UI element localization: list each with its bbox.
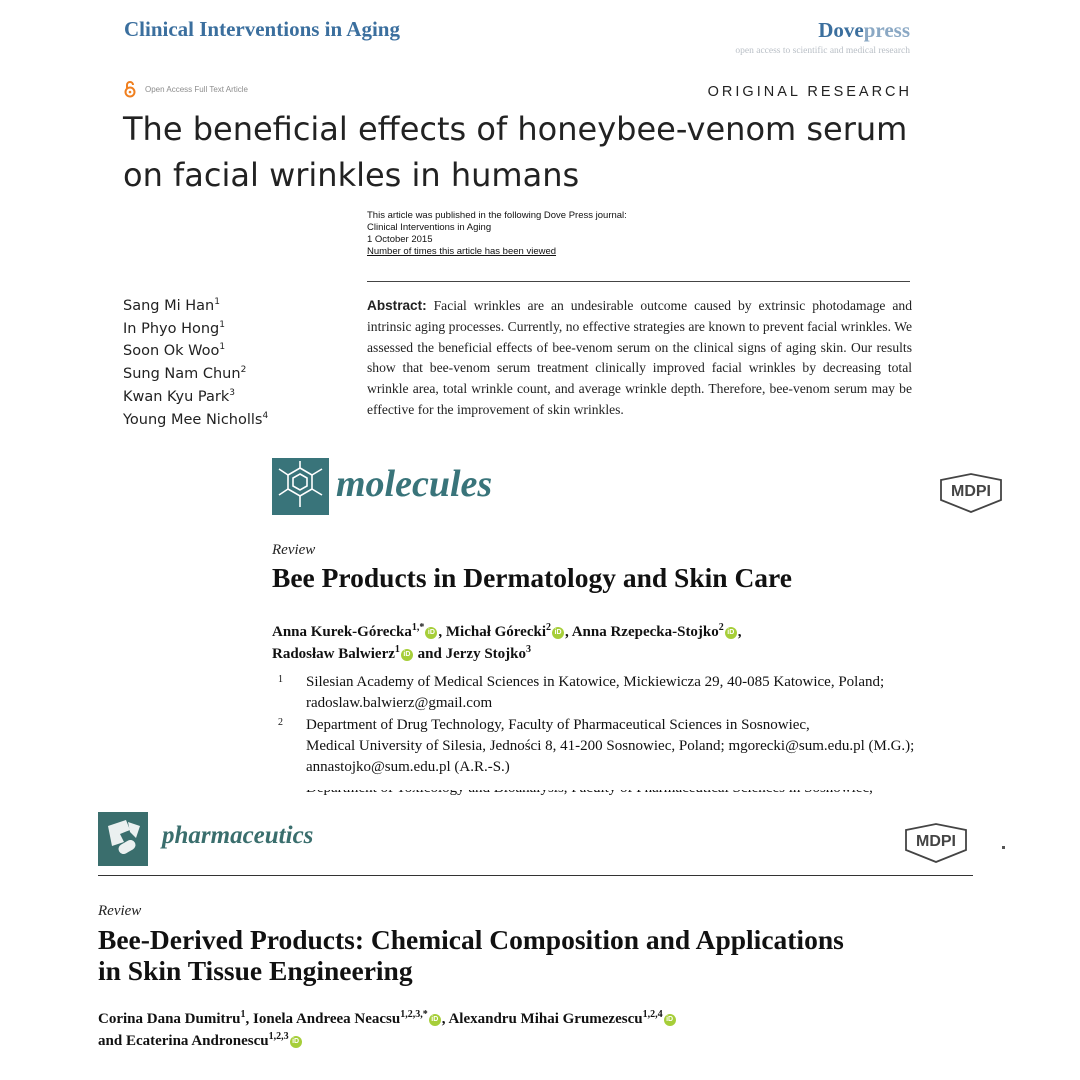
pub-date: 1 October 2015	[367, 234, 433, 245]
author	[123, 363, 268, 386]
abstract-label: Abstract:	[367, 298, 427, 313]
views-link[interactable]: Number of times this article has been viewed	[367, 246, 557, 257]
journal-name: pharmaceutics	[162, 822, 314, 849]
orcid-icon[interactable]: iD	[429, 1014, 441, 1026]
molecule-structure-icon	[272, 458, 329, 515]
author-separator: ,	[441, 1011, 449, 1027]
author-affiliation-mark: 1	[219, 342, 226, 353]
author-name[interactable]: Alexandru Mihai Grumezescu	[448, 1011, 643, 1027]
journal-name: Clinical Interventions in Aging	[124, 17, 400, 41]
orcid-icon[interactable]: iD	[664, 1014, 676, 1026]
author-affiliation-mark: 1	[240, 1009, 246, 1020]
orcid-icon[interactable]: iD	[290, 1036, 302, 1048]
divider	[367, 281, 910, 282]
author-name: Sung Nam Chun	[123, 366, 241, 383]
author-name[interactable]: Radosław Balwierz	[272, 646, 395, 662]
affiliation-line: radoslaw.balwierz@gmail.com	[306, 695, 493, 712]
article-type: ORIGINAL RESEARCH	[707, 84, 912, 100]
author-separator: ,	[438, 624, 446, 640]
author-list	[272, 621, 912, 665]
affiliation-line: Medical University of Silesia, Jedności 8, 41-200 Sosnowiec, Poland; mgorecki@sum.edu.pl (M.G.);	[306, 737, 915, 754]
article-title	[123, 106, 923, 198]
author-separator: ,	[245, 1011, 254, 1027]
author-name[interactable]: Anna Rzepecka-Stojko	[571, 624, 719, 640]
page-break	[0, 776, 1080, 790]
author-affiliation-mark: 1,*	[411, 622, 425, 633]
author	[123, 295, 268, 318]
mdpi-logo-text: MDPI	[951, 483, 991, 500]
orcid-icon[interactable]: iD	[725, 627, 737, 639]
publisher-main: Dove	[818, 18, 864, 42]
author	[123, 318, 268, 341]
molecules-logo-icon	[272, 458, 329, 515]
author	[123, 409, 268, 432]
journal-name: molecules	[336, 463, 493, 505]
author-name: In Phyo Hong	[123, 320, 220, 337]
open-access-icon	[123, 80, 137, 98]
author-affiliation-mark: 3	[229, 387, 235, 398]
author-name[interactable]: Ecaterina Andronescu	[125, 1033, 269, 1049]
affiliation-line: annastojko@sum.edu.pl (A.R.-S.)	[306, 759, 510, 776]
affiliation-number: 2	[278, 716, 283, 728]
publication-info	[367, 210, 627, 258]
publisher-tagline: open access to scientific and medical research	[735, 46, 910, 56]
article-title: Bee Products in Dermatology and Skin Care	[272, 562, 792, 593]
author-connector: and	[98, 1033, 126, 1049]
orcid-icon[interactable]: iD	[401, 649, 413, 661]
mdpi-logo	[935, 472, 1007, 514]
author-affiliation-mark: 2	[718, 622, 724, 633]
author-name: Sang Mi Han	[123, 298, 215, 314]
open-access-label: Open Access Full Text Article	[145, 84, 249, 94]
author-name[interactable]: Ionela Andreea Neacsu	[253, 1011, 401, 1027]
author-affiliation-mark: 2	[546, 622, 551, 633]
article-title	[98, 924, 998, 986]
abstract	[367, 296, 912, 421]
open-access-badge	[123, 80, 248, 98]
mdpi-logo	[900, 822, 972, 864]
author-affiliation-mark: 3	[526, 644, 532, 655]
author-name: Young Mee Nicholls	[123, 411, 263, 428]
author-affiliation-mark: 1	[394, 644, 400, 655]
author-separator: and	[413, 646, 446, 662]
author-separator: ,	[565, 624, 572, 640]
affiliation-line: Department of Drug Technology, Faculty of Pharmaceutical Sciences in Sosnowiec,	[306, 716, 810, 733]
author-list	[98, 1008, 998, 1052]
author-affiliation-mark: 1,2,3,*	[400, 1009, 428, 1020]
pharmaceutics-logo-icon	[98, 812, 148, 866]
publisher-logo	[818, 18, 910, 43]
author-name: Soon Ok Woo	[123, 343, 220, 360]
author-affiliation-mark: 1	[219, 319, 225, 330]
affiliation-item	[278, 715, 958, 779]
author-name[interactable]: Corina Dana Dumitru	[98, 1011, 241, 1027]
pub-line: This article was published in the following Dove Press journal:	[367, 210, 627, 221]
mdpi-logo-text: MDPI	[916, 833, 956, 850]
author-separator: ,	[737, 624, 742, 640]
title-line: on facial wrinkles in humans	[123, 156, 580, 194]
affiliation-line: Silesian Academy of Medical Sciences in Katowice, Mickiewicza 29, 40-085 Katowice, Poland;	[306, 674, 885, 690]
author-list	[123, 295, 268, 431]
title-line: The beneficial effects of honeybee-venom serum	[123, 110, 908, 148]
publisher-suffix: press	[863, 18, 910, 42]
author-name[interactable]: Jerzy Stojko	[445, 646, 527, 662]
orcid-icon[interactable]: iD	[552, 627, 564, 639]
author-affiliation-mark: 1,2,3	[268, 1031, 289, 1042]
article-type: Review	[98, 903, 142, 919]
author-name[interactable]: Anna Kurek-Górecka	[272, 624, 412, 640]
author-affiliation-mark: 1	[214, 297, 220, 308]
author-name[interactable]: Michał Górecki	[445, 624, 546, 640]
scan-artifact	[1002, 846, 1005, 849]
title-line: in Skin Tissue Engineering	[98, 955, 413, 986]
author	[123, 340, 268, 363]
affiliation-item	[278, 672, 958, 715]
capsule-icon	[98, 812, 148, 866]
pub-journal: Clinical Interventions in Aging	[367, 222, 492, 233]
abstract-text: Facial wrinkles are an undesirable outcome caused by extrinsic photodamage and intrinsic aging processes. Currently, no effective strategies are known to prevent facial wrinkles. We assessed the beneficial effects of bee-venom serum on the clinical signs of aging skin. Our results show that bee-venom serum treatment clinically improved facial wrinkles by decreasing total wrinkle area, total wrinkle count, and average wrinkle depth. Therefore, bee-venom serum may be effective for the improvement of skin wrinkles.	[367, 298, 913, 417]
author-line	[272, 643, 912, 665]
author-line	[272, 621, 912, 643]
orcid-icon[interactable]: iD	[425, 627, 437, 639]
author-affiliation-mark: 4	[262, 410, 269, 421]
title-line: Bee-Derived Products: Chemical Composition and Applications	[98, 924, 844, 955]
divider	[98, 875, 973, 876]
affiliation-number: 1	[278, 674, 283, 685]
author-name: Kwan Kyu Park	[123, 388, 230, 405]
author-line	[98, 1030, 998, 1052]
author-line	[98, 1008, 998, 1030]
author-affiliation-mark: 2	[240, 365, 247, 376]
article-type: Review	[272, 542, 316, 558]
author-affiliation-mark: 1,2,4	[642, 1009, 663, 1020]
author	[123, 386, 268, 409]
